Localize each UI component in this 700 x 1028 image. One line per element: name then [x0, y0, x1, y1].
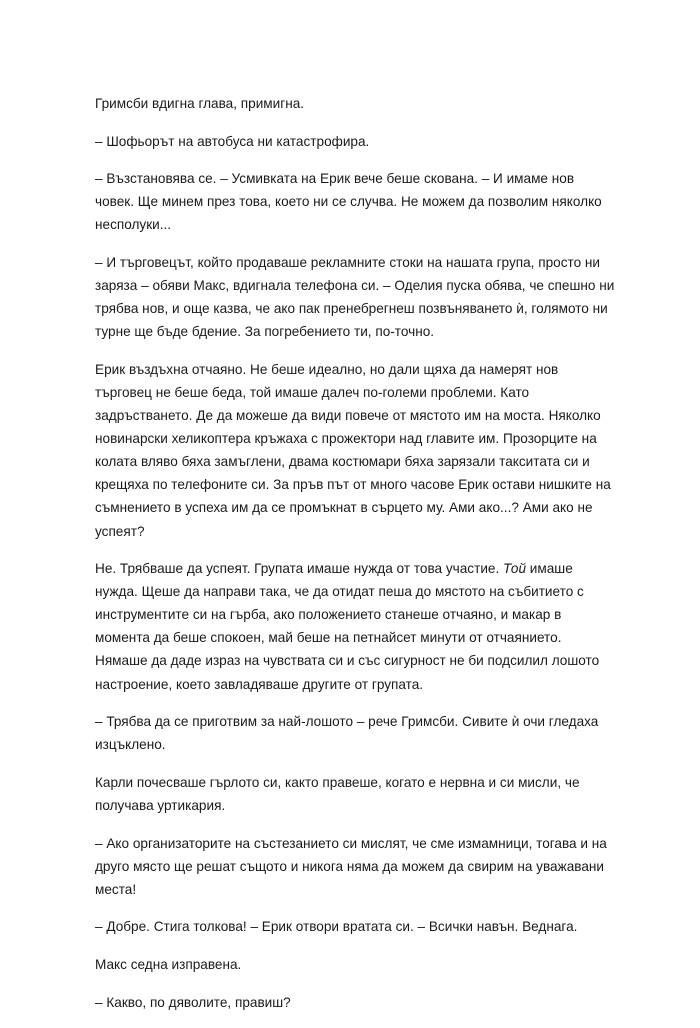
paragraph-12: – Какво, по дяволите, правиш?: [95, 994, 291, 1010]
paragraph-10: – Добре. Стига толкова! – Ерик отвори вратата си. – Всички навън. Веднага.: [95, 919, 578, 935]
paragraph-11: Макс седна изправена.: [95, 956, 242, 972]
paragraph-4: – И търговецът, който продаваше рекламните стоки на нашата група, просто ни заряза – обяви Макс, вдигнала телефона си. – Оделия пуска обява, че спешно ни трябва нов, и още казва, че ако пак пренебрегнеш позвъняването ѝ, голямото ни турне ще бъде бдение. За погребението ти, по-точно.: [95, 254, 615, 340]
paragraph-5: Ерик въздъхна отчаяно. Не беше идеално, но дали щяха да намерят нов търговец не беше беда, той имаше далеч по-големи проблеми. Като задръстването. Де да можеше да види повече от мястото им на моста. Няколко новинарски хеликоптера кръжаха с прожектори над главите им. Прозорците на колата вляво бяха замъглени, двама костюмари бяха зарязали такситата си и крещяха по телефоните си. За пръв път от много часове Ерик остави нишките на съмнението в успеха им да се промъкнат в сърцето му. Ами ако...? Ами ако не успеят?: [95, 361, 611, 539]
paragraph-6-emphasis: Той: [503, 561, 527, 577]
paragraph-6: [95, 557, 615, 696]
paragraph-3: – Възстановява се. – Усмивката на Ерик вече беше скована. – И имаме нов човек. Ще минем през това, което ни се случва. Не можем да позволим няколко несполуки...: [95, 171, 602, 233]
paragraph-6-part-1: Не. Трябваше да успеят. Групата имаше нужда от това участие.: [95, 561, 504, 577]
paragraph-6-part-2: имаше нужда. Щеше да направи така, че да отидат пеша до мястото на събитието с инструментите си на гърба, ако положението станеше отчаяно, и макар в момента да беше спокоен, май беше на петнайсет минути от отчаянието. Нямаше да даде израз на чувствата си и със сигурност не би подсилил лошото настроение, което завладяваше другите от групата.: [95, 561, 600, 692]
paragraph-1: Гримсби вдигна глава, примигна.: [95, 96, 305, 111]
paragraph-9: – Ако организаторите на състезанието си мислят, че сме измамници, тогава и на друго място ще решат същото и никога няма да можем да свирим на уважавани места!: [95, 835, 607, 897]
body-text: [95, 92, 615, 1028]
paragraph-2: – Шофьорът на автобуса ни катастрофира.: [95, 133, 370, 149]
paragraph-8: Карли почесваше гърлото си, както правеше, когато е нервна и си мисли, че получава уртикария.: [95, 774, 580, 813]
paragraph-7: – Трябва да се приготвим за най-лошото – рече Гримсби. Сивите ѝ очи гледаха изцъклено.: [95, 714, 599, 753]
